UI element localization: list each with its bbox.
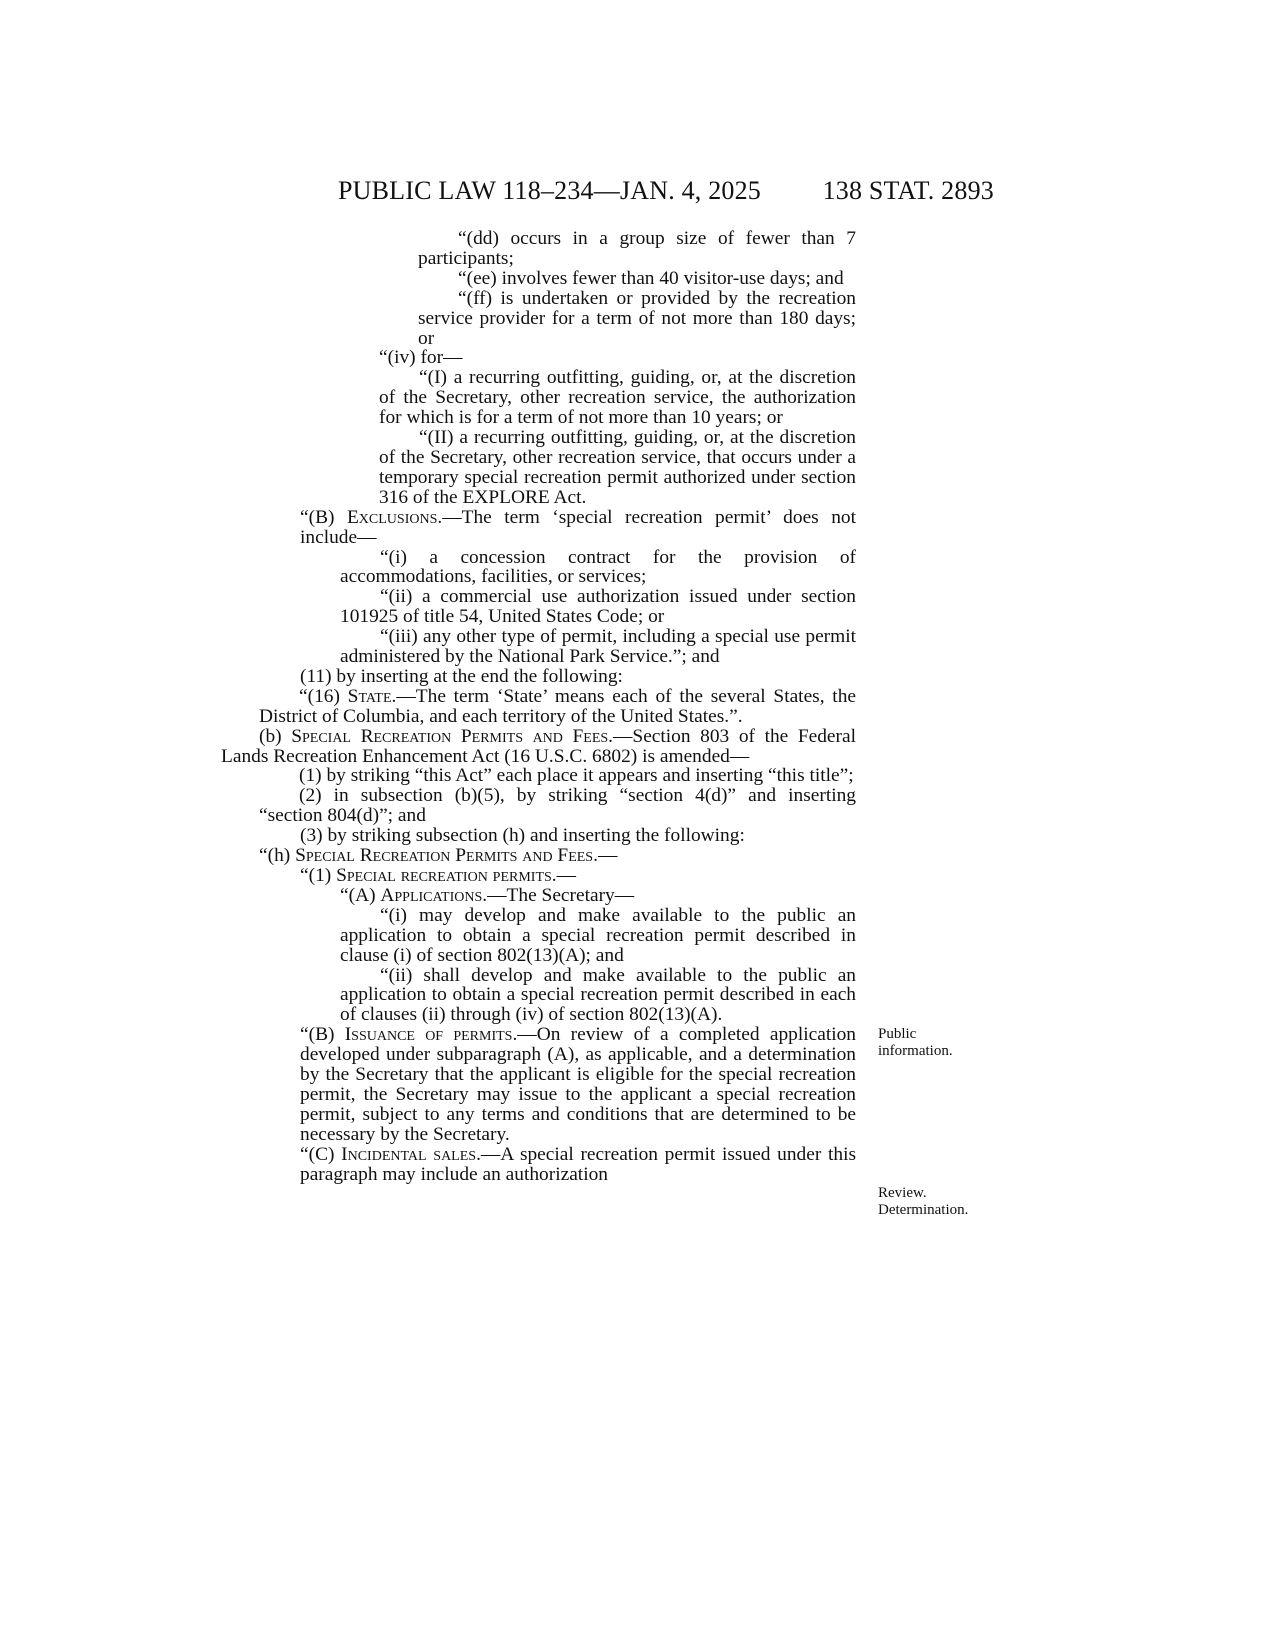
statute-body	[221, 229, 856, 1185]
paragraph-designation: “(16)	[299, 685, 348, 707]
margin-note-public-information	[878, 1026, 953, 1060]
statute-paragraph	[221, 727, 856, 767]
paragraph-designation: “(B)	[300, 506, 347, 528]
section-heading: Issuance of permits	[344, 1024, 513, 1046]
statute-paragraph	[300, 1145, 856, 1185]
statute-paragraph	[340, 966, 856, 1026]
paragraph-designation: (b)	[259, 725, 292, 747]
running-header	[338, 176, 994, 216]
statute-paragraph	[340, 627, 856, 667]
paragraph-designation: “(B)	[300, 1024, 345, 1046]
paragraph-text: .—A special recreation permit issued under this paragraph may include an authorization	[300, 1143, 856, 1185]
statute-paragraph	[340, 587, 856, 627]
statute-paragraph	[340, 906, 856, 966]
section-heading: Special Recreation Permits and Fees	[291, 725, 609, 747]
margin-note-line: Review.	[878, 1185, 927, 1201]
section-heading: Incidental sales	[341, 1143, 477, 1165]
paragraph-text: .—	[551, 865, 577, 886]
statute-paragraph	[418, 289, 856, 349]
statute-paragraph	[379, 368, 856, 428]
paragraph-text: (2) in subsection (b)(5), by striking “section 4(d)” and inserting “section 804(d)”; and	[259, 785, 856, 827]
paragraph-text: “(ee) involves fewer than 40 visitor-use days; and	[458, 267, 844, 289]
margin-note-line: information.	[878, 1043, 953, 1059]
paragraph-text: “(i) may develop and make available to the public an application to obtain a special recreation permit described in clause (i) of section 802(13)(A); and	[340, 904, 856, 966]
paragraph-text: “(iii) any other type of permit, including a special use permit administered by the National Park Service.”; and	[340, 626, 856, 668]
section-heading: State	[347, 685, 392, 707]
paragraph-text: “(iv) for—	[379, 347, 463, 369]
paragraph-text: “(dd) occurs in a group size of fewer than 7 participants;	[418, 228, 856, 269]
paragraph-designation: “(h)	[259, 845, 296, 867]
paragraph-text: (11) by inserting at the end the following:	[300, 665, 623, 687]
paragraph-text: .—On review of a completed application developed under subparagraph (A), as applicable, and a determination by the Secretary that the applicant is eligible for the special recreation permit, the Secretary may issue to the applicant a special recreation permit, subject to any terms and conditions that are determined to be necessary by the Secretary.	[300, 1024, 856, 1145]
statute-paragraph	[300, 508, 856, 548]
statute-page-number: 138 STAT. 2893	[822, 176, 994, 205]
paragraph-text: .—The Secretary—	[482, 884, 635, 906]
statute-paragraph	[300, 866, 856, 886]
statute-paragraph	[340, 548, 856, 588]
paragraph-designation: “(1)	[300, 865, 337, 886]
statute-paragraph	[379, 348, 856, 368]
margin-note-line: Public	[878, 1026, 917, 1042]
paragraph-text: (1) by striking “this Act” each place it appears and inserting “this title”;	[299, 765, 854, 787]
statute-paragraph	[418, 229, 856, 269]
section-heading: Exclusions	[346, 506, 438, 528]
statute-paragraph	[300, 667, 856, 687]
paragraph-text: (3) by striking subsection (h) and inserting the following:	[300, 825, 745, 847]
statute-paragraph	[418, 269, 856, 289]
paragraph-designation: “(A)	[340, 884, 381, 906]
paragraph-text: “(ii) a commercial use authorization issued under section 101925 of title 54, United States Code; or	[340, 586, 856, 628]
paragraph-designation: “(C)	[300, 1143, 342, 1165]
paragraph-text: .—The term ‘special recreation permit’ does not include—	[300, 506, 856, 548]
section-heading: Applications	[380, 884, 483, 906]
statute-paragraph	[300, 1025, 856, 1144]
paragraph-text: “(ff) is undertaken or provided by the recreation service provider for a term of not more than 180 days; or	[418, 287, 856, 349]
paragraph-text: “(I) a recurring outfitting, guiding, or, at the discretion of the Secretary, other recreation service, the authorization for which is for a term of not more than 10 years; or	[379, 367, 856, 429]
paragraph-text: .—	[593, 845, 618, 867]
law-title: PUBLIC LAW 118–234—JAN. 4, 2025	[338, 176, 762, 205]
margin-note-line: Determination.	[878, 1202, 969, 1218]
statute-paragraph	[340, 886, 856, 906]
statute-paragraph	[259, 786, 856, 826]
margin-note-review-determination	[878, 1185, 968, 1219]
statute-paragraph	[259, 687, 856, 727]
statute-paragraph	[259, 846, 856, 866]
paragraph-text: “(II) a recurring outfitting, guiding, or, at the discretion of the Secretary, other recreation service, that occurs under a temporary special recreation permit authorized under section 316 of the EXPLORE Act.	[379, 427, 856, 508]
paragraph-text: “(i) a concession contract for the provision of accommodations, facilities, or services;	[340, 546, 856, 588]
paragraph-text: .—The term ‘State’ means each of the several States, the District of Columbia, and each territory of the United States.”.	[259, 685, 856, 727]
statute-paragraph	[300, 826, 856, 846]
section-heading: Special Recreation Permits and Fees	[295, 845, 594, 867]
paragraph-text: “(ii) shall develop and make available to the public an application to obtain a special recreation permit described in each of clauses (ii) through (iv) of section 802(13)(A).	[340, 964, 856, 1026]
paragraph-text: .—Section 803 of the Federal Lands Recreation Enhancement Act (16 U.S.C. 6802) is amended—	[221, 725, 856, 767]
section-heading: Special recreation permits	[336, 865, 552, 886]
statute-paragraph	[259, 766, 856, 786]
statute-paragraph	[379, 428, 856, 508]
